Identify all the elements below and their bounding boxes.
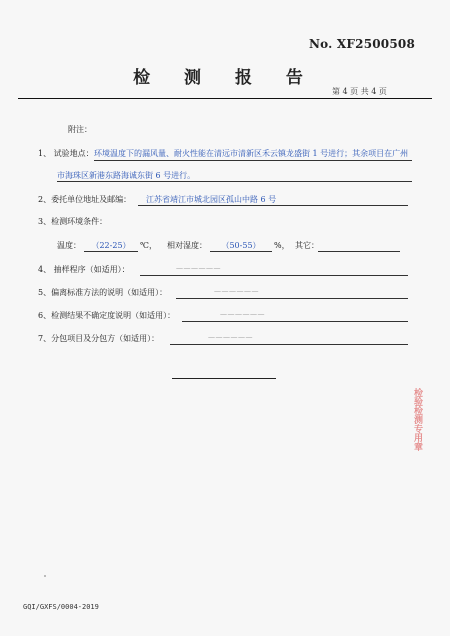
humidity-value: （50-55） <box>221 241 261 250</box>
item7-placeholder: —————— <box>208 333 253 341</box>
temperature-value: （22-25） <box>91 241 131 250</box>
item2-label: 2、委托单位地址及邮编： <box>38 195 132 204</box>
item6-placeholder: —————— <box>220 310 265 318</box>
item5-underline <box>176 298 408 299</box>
item3-label: 3、检测环境条件： <box>38 217 108 226</box>
report-number: No. XF2500508 <box>309 37 415 51</box>
page-info: 第 4 页 共 4 页 <box>332 87 387 96</box>
notes-heading: 附注： <box>68 125 92 134</box>
humidity-unit: %， <box>274 241 290 250</box>
end-of-notes-rule <box>172 378 276 379</box>
humidity-underline <box>210 251 272 252</box>
header-rule <box>18 98 432 99</box>
official-seal-stamp: 检验检测专用章 <box>412 388 422 451</box>
item7-underline <box>170 344 408 345</box>
item2-value: 江苏省靖江市城北园区孤山中路 6 号 <box>146 195 277 204</box>
item1-underline-2 <box>57 181 412 182</box>
humidity-label: 相对湿度： <box>167 241 207 250</box>
item5-placeholder: —————— <box>214 287 259 295</box>
temperature-unit: ℃， <box>140 241 157 250</box>
scan-speck <box>44 575 46 577</box>
item5-label: 5、偏离标准方法的说明（如适用）： <box>38 288 168 297</box>
document-title: 检 测 报 告 <box>133 68 317 88</box>
item1-label: 1、 试验地点： <box>38 149 94 158</box>
other-underline <box>318 251 400 252</box>
item4-placeholder: —————— <box>176 264 221 272</box>
other-label: 其它： <box>295 241 319 250</box>
item2-underline <box>138 205 408 206</box>
temperature-underline <box>84 251 138 252</box>
item1-underline-1 <box>94 160 412 161</box>
item1-value-line2: 市海珠区新港东路海诚东街 6 号进行。 <box>57 171 196 180</box>
temperature-label: 温度： <box>57 241 81 250</box>
item4-underline <box>140 275 408 276</box>
item1-value-line1: 环境温度下的漏风量、耐火性能在清远市清新区禾云镇龙盛街 1 号进行；其余项目在广州 <box>94 149 409 158</box>
item6-label: 6、检测结果不确定度说明（如适用）： <box>38 311 176 320</box>
form-code: GQI/GXFS/0004-2019 <box>23 603 99 611</box>
item6-underline <box>182 321 408 322</box>
item4-label: 4、 抽样程序（如适用）： <box>38 265 130 274</box>
item7-label: 7、分包项目及分包方（如适用）： <box>38 334 160 343</box>
